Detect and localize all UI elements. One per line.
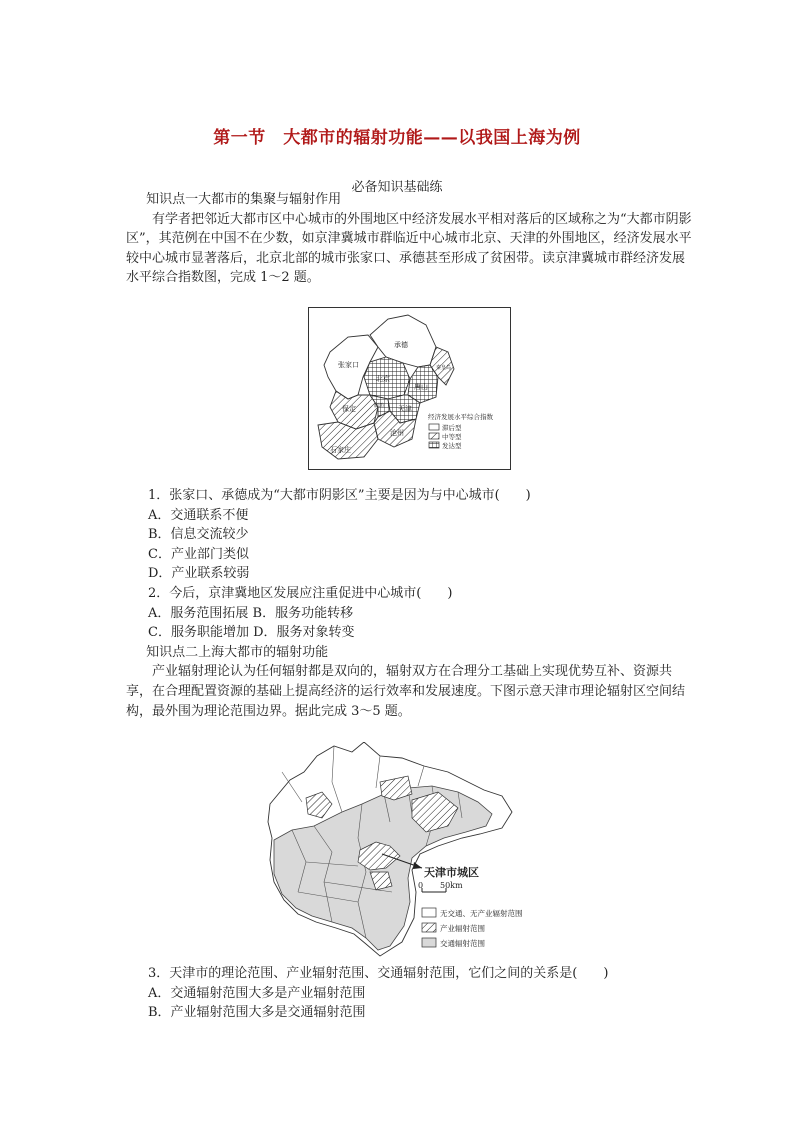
- kp1-paragraph: 有学者把邻近大都市区中心城市的外围地区中经济发展水平相对落后的区域称之为“大都市阴影区”，其范例在中国不在少数，如京津冀城市群临近中心城市北京、天津的外围地区，经济发展水平较中心城市显著落后，北京北部的城市张家口、承德甚至形成了贫困带。读京津冀城市群经济发展水平综合指数图，完成 1～2 题。: [126, 211, 692, 286]
- kp2-heading: 知识点二上海大都市的辐射功能: [146, 644, 329, 660]
- scale-bar: [418, 881, 463, 892]
- q1-option-d: D．产业联系较弱: [148, 566, 250, 582]
- questions-1-2: [126, 486, 692, 721]
- label-shijiazhuang: 石家庄: [330, 446, 351, 454]
- jingjinji-economic-map: [308, 307, 511, 470]
- q1-option-b: B．信息交流较少: [148, 527, 249, 543]
- scale-zero: 0: [418, 881, 424, 890]
- q1-option-a: A．交通联系不便: [148, 507, 249, 523]
- q1-stem: 1．张家口、承德成为“大都市阴影区”主要是因为与中心城市( ): [148, 488, 531, 503]
- label-cangzhou: 沧州: [390, 429, 404, 437]
- kp1-heading: 知识点一大都市的集聚与辐射作用: [146, 192, 342, 207]
- map2-legend: [422, 908, 523, 948]
- map1-legend-item-2: 中等型: [442, 433, 462, 441]
- city-pointer-arrowhead: [413, 862, 422, 869]
- label-baoding: 保定: [342, 405, 356, 413]
- map2-legend-item-3: 交通辐射范围: [440, 939, 485, 948]
- q2-options-ab: A．服务范围拓展 B．服务功能转移: [148, 605, 354, 621]
- map1-legend-item-3: 发达型: [442, 442, 462, 450]
- label-tangshan: 唐山: [414, 383, 428, 391]
- q3-option-b: B．产业辐射范围大多是交通辐射范围: [148, 1005, 366, 1021]
- page-title: 第一节 大都市的辐射功能——以我国上海为例: [213, 128, 581, 148]
- tianjin-city-label: 天津市城区: [424, 866, 479, 879]
- label-beijing: 北京: [376, 375, 390, 383]
- map2-legend-item-1: 无交通、无产业辐射范围: [440, 909, 523, 918]
- q3-stem: 3．天津市的理论范围、产业辐射范围、交通辐射范围，它们之间的关系是( ): [148, 966, 609, 981]
- q1-option-c: C．产业部门类似: [148, 546, 249, 562]
- label-qinhuangdao: 秦皇岛: [436, 365, 452, 371]
- map1-legend-title: 经济发展水平综合指数: [428, 413, 493, 421]
- tianjin-radiation-map: [262, 742, 552, 960]
- scale-label: 50km: [440, 881, 463, 890]
- question-3: [126, 964, 692, 1023]
- q2-options-cd: C．服务职能增加 D．服务对象转变: [148, 625, 355, 641]
- label-langfang: 廊坊: [374, 403, 385, 409]
- map2-legend-item-2: 产业辐射范围: [440, 924, 485, 933]
- kp2-paragraph: 产业辐射理论认为任何辐射都是双向的，辐射双方在合理分工基础上实现优势互补、资源共享，在合理配置资源的基础上提高经济的运行效率和发展速度。下图示意天津市理论辐射区空间结构，最外围为理论范围边界。据此完成 3～5 题。: [126, 664, 686, 719]
- label-chengde: 承德: [394, 341, 408, 349]
- map1-legend-item-1: 滞后型: [442, 424, 462, 432]
- knowledge-point-1: [126, 190, 692, 288]
- q2-stem: 2．今后，京津冀地区发展应注重促进中心城市( ): [148, 585, 453, 601]
- section-title: 必备知识基础练: [351, 180, 443, 195]
- q3-option-a: A．交通辐射范围大多是产业辐射范围: [148, 985, 366, 1001]
- label-tianjin: 天津: [398, 405, 412, 413]
- label-zhangjiakou: 张家口: [338, 361, 359, 369]
